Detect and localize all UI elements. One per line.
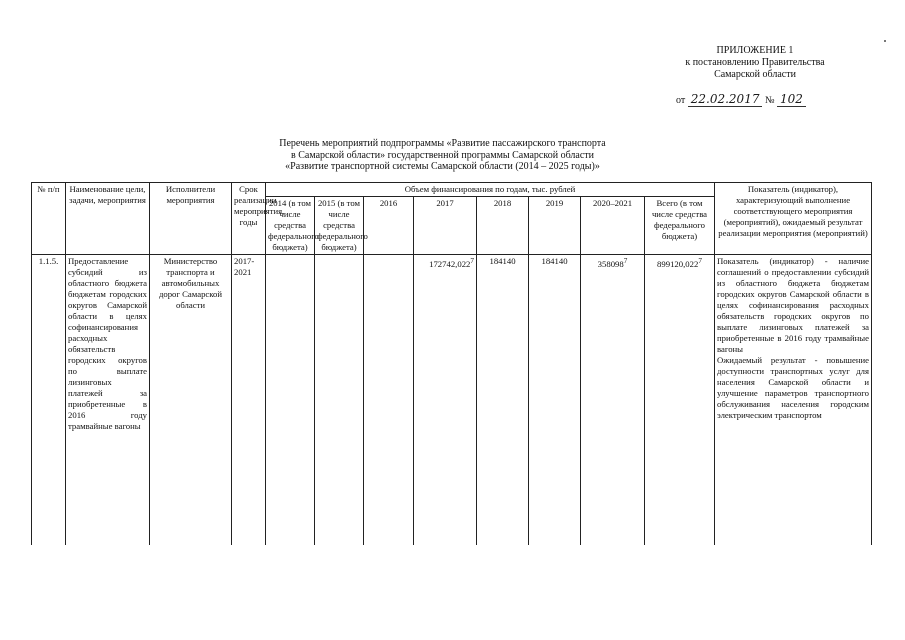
- header-year-2016: 2016: [364, 197, 414, 255]
- appendix-decree: к постановлению Правительства: [685, 57, 825, 68]
- row-2018: 184140: [477, 255, 529, 545]
- measures-table: [31, 182, 872, 545]
- row-2014: [266, 255, 315, 545]
- note-total: 7: [698, 257, 702, 265]
- row-name: Предоставление субсидий из областного бюджета бюджетам городских округов Самарской области в целях софинансирования расходных обязательств городских округов по выплате лизинговых платежей за приобретенные в 2016 году трамвайные вагоны: [66, 255, 150, 545]
- appendix-region: Самарской области: [714, 69, 796, 80]
- title-line-3: «Развитие транспортной системы Самарской области (2014 – 2025 годы)»: [285, 161, 600, 172]
- header-executors: Исполнители мероприятия: [150, 183, 232, 255]
- row-2017: [414, 255, 477, 545]
- note-2020-2021: 7: [623, 257, 628, 265]
- header-year-2014: 2014 (в том числе средства федерального бюджета): [266, 197, 315, 255]
- row-2016: [364, 255, 414, 545]
- date-prefix: от: [676, 95, 686, 106]
- header-year-2015: 2015 (в том числе средства федерального бюджета): [315, 197, 364, 255]
- number-label: №: [764, 95, 775, 106]
- header-funding: Объем финансирования по годам, тыс. рублей: [266, 183, 715, 197]
- header-year-2017: 2017: [414, 197, 477, 255]
- appendix-block: [640, 45, 870, 81]
- handwritten-number: 102: [777, 92, 806, 107]
- header-row-1: [32, 183, 872, 197]
- header-total: Всего (в том числе средства федерального бюджета): [645, 197, 715, 255]
- row-2015: [315, 255, 364, 545]
- title-line-1: Перечень мероприятий подпрограммы «Развитие пассажирского транспорта: [279, 138, 606, 149]
- header-name: Наименование цели, задачи, мероприятия: [66, 183, 150, 255]
- value-total: 899120,022: [657, 258, 699, 269]
- table-row: [32, 255, 872, 545]
- note-2017: 7: [470, 257, 474, 265]
- header-indicator: Показатель (индикатор), характеризующий выполнение соответствующего мероприятия (мероприятий), ожидаемый результат реализации мероприятия (мероприятий): [715, 183, 872, 255]
- handwritten-date: 22.02.2017: [688, 92, 763, 107]
- header-year-2020-2021: 2020–2021: [581, 197, 645, 255]
- row-2019: 184140: [529, 255, 581, 545]
- decree-date-line: [676, 93, 866, 107]
- row-indicator: [715, 255, 872, 545]
- header-term: Срок реализации мероприятия, годы: [232, 183, 266, 255]
- header-year-2018: 2018: [477, 197, 529, 255]
- title-line-2: в Самарской области» государственной программы Самарской области: [290, 149, 594, 161]
- scan-speck: [884, 40, 886, 42]
- row-term: 2017-2021: [232, 255, 266, 545]
- indicator-text: Показатель (индикатор) - наличие соглашений о предоставлении субсидий из областного бюджета бюджетам городских округов Самарской области в целях софинансирования расходных обязательств городских округов по выплате лизинговых платежей за приобретенные в 2016 году трамвайные вагоны: [717, 256, 869, 354]
- header-num: № п/п: [32, 183, 66, 255]
- document-title: [230, 138, 655, 173]
- appendix-title: ПРИЛОЖЕНИЕ 1: [716, 45, 794, 56]
- row-executor: Министерство транспорта и автомобильных дорог Самарской области: [150, 255, 232, 545]
- row-num: 1.1.5.: [32, 255, 66, 545]
- row-2020-2021: [581, 255, 645, 545]
- expected-result-text: Ожидаемый результат - повышение доступности транспортных услуг для населения Самарской области и улучшение параметров транспортного обслуживания населения городским электрическим транспортом: [717, 355, 869, 420]
- value-2017: 172742,022: [429, 258, 471, 269]
- value-2020-2021: 358098: [597, 258, 624, 269]
- header-year-2019: 2019: [529, 197, 581, 255]
- row-total: [645, 255, 715, 545]
